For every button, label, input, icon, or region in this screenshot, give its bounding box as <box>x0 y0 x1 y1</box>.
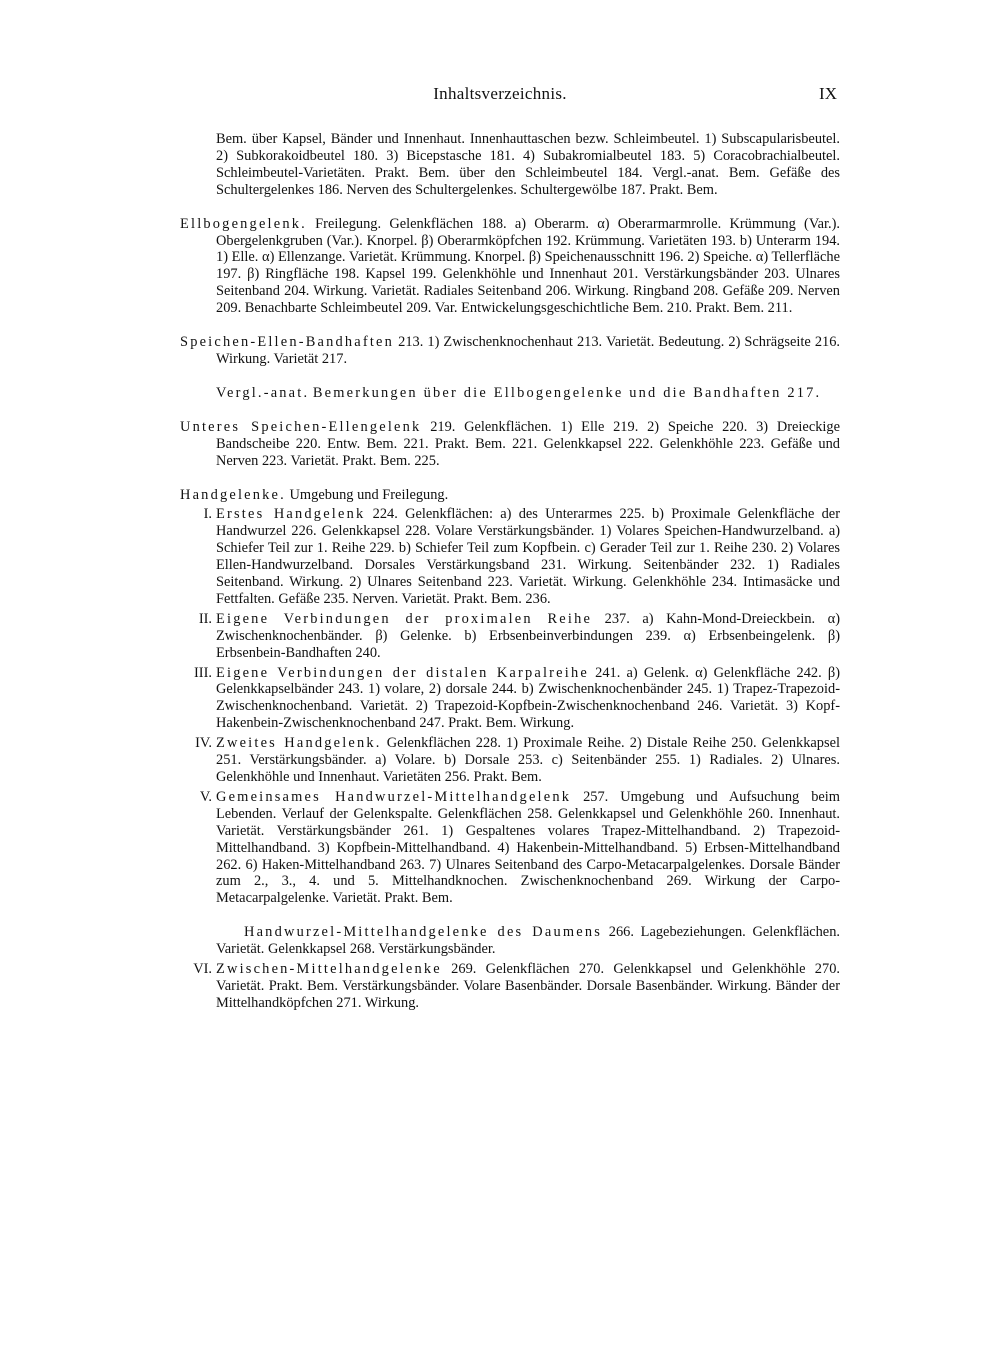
entry-heading: Vergl.-anat. <box>216 384 310 401</box>
section-heading: Zweites Handgelenk. <box>216 735 382 752</box>
entry-text: 219. Gelenkflächen. 1) Elle 219. 2) Speiche 220. 3) Dreieckige Bandscheibe 220. Entw. Bem. 221. Prakt. Bem. 221. Gelenkkapsel 222. Gelenkhöhle 223. Gefäße und Nerven 223. Varietät. Prakt. Bem. 225. <box>216 418 840 469</box>
page-number: IX <box>819 84 837 103</box>
section-number: IV. <box>195 735 212 752</box>
section-heading: Erstes Handgelenk <box>216 506 366 523</box>
entry-heading: Handgelenke. <box>180 486 286 503</box>
entry-text: Freilegung. Gelenkflächen 188. a) Oberarm. α) Oberarmarmrolle. Krümmung (Var.). Obergelenkgruben (Var.). Knorpel. β) Oberarmköpfchen 192. Krümmung. Varietäten 193. b) Unterarm 194. 1) Elle. α) Ellenzange. Varietät. Krümmung. Knorpel. β) Speichenausschnitt 196. 2) Speiche. α) Tellerfläche 197. β) Ringfläche 198. Kapsel 199. Gelenkhöhle und Innenhaut 201. Verstärkungsbänder 203. Ulnares Seitenband 204. Wirkung. Varietät. Radiales Seitenband 206. Wirkung. Ringband 208. Gefäße 209. Nerven 209. Benachbarte Schleimbeutel 209. Var. Entwickelungsgeschichtliche Bem. 210. Prakt. Bem. 211. <box>216 215 840 317</box>
entry-heading: Handwurzel-Mittelhandgelenke des Daumens <box>244 924 603 941</box>
section-number: II. <box>198 610 212 627</box>
section-number: V. <box>199 788 212 805</box>
section-text: Gelenkflächen 228. 1) Proximale Reihe. 2) Distale Reihe 250. Gelenkkapsel 251. Verstärkungsbänder. a) Volare. b) Dorsale 253. c) Seitenbänder 255. 1) Radiales. 2) Ulnares. Gelenkhöhle und Innenhaut. Varietäten 256. Prakt. Bem. <box>216 735 840 785</box>
page-title: Inhaltsverzeichnis. <box>433 84 567 103</box>
intro-paragraph: Bem. über Kapsel, Bänder und Innenhaut. Innenhauttaschen bezw. Schleimbeutel. 1) Subscapularisbeutel. 2) Subkorakoidbeutel 180. 3) Bicepstasche 181. 4) Subakromialbeutel 183. 5) Coracobrachialbeutel. Schleimbeutel-Varietäten. Prakt. Bem. über den Schleimbeutel 184. Vergl.-anat. Bem. Gefäße des Schultergelenkes 186. Nerven des Schultergelenkes. Schultergewölbe 187. Prakt. Bem. <box>216 131 840 198</box>
toc-section-2 <box>180 611 840 662</box>
section-heading: Eigene Verbindungen der distalen Karpalreihe <box>216 664 589 681</box>
section-text: 237. a) Kahn-Mond-Dreieckbein. α) Zwischenknochenbänder. β) Gelenke. b) Erbsenbeinverbindungen 239. α) Erbsenbeingelenk. β) Erbsenbein-Bandhaften 240. <box>216 610 840 661</box>
toc-entry-ellbogengelenk <box>180 216 840 317</box>
toc-section-5 <box>180 789 840 907</box>
section-heading: Zwischen-Mittelhandgelenke <box>216 961 442 978</box>
toc-entry-daumen <box>180 924 840 958</box>
toc-section-1 <box>180 506 840 607</box>
toc-content <box>180 131 840 1015</box>
toc-entry-unteres-speichen-ellengelenk <box>180 419 840 470</box>
section-heading: Eigene Verbindungen der proximalen Reihe <box>216 610 593 627</box>
toc-entry-vergl-anat <box>180 385 840 402</box>
page-header <box>0 84 1000 108</box>
toc-section-4 <box>180 735 840 786</box>
section-number: III. <box>194 664 212 681</box>
toc-entry-speichen-ellen-bandhaften <box>180 334 840 368</box>
section-text: 257. Umgebung und Aufsuchung beim Lebenden. Verlauf der Gelenkspalte. Gelenkflächen 258. Gelenkkapsel und Gelenkhöhle 260. Innenhaut. Varietät. Verstärkungsbänder 261. 1) Gespaltenes volares Trapez-Mittelhandband. 2) Trapezoid-Mittelhandband. 3) Kopfbein-Mittelhandband. 4) Hakenbein-Mittelhandband. 5) Erbsen-Mittelhandband 262. 6) Haken-Mittelhandband 263. 7) Ulnares Seitenband des Carpo-Metacarpalgelenkes. Dorsale Bänder zum 2., 3., 4. und 5. Mittelhandknochen. Zwischenknochenband 269. Wirkung der Carpo-Metacarpalgelenke. Varietät. Prakt. Bem. <box>216 788 840 907</box>
section-text: 269. Gelenkflächen 270. Gelenkkapsel und Gelenkhöhle 270. Varietät. Prakt. Bem. Verstärkungsbänder. Volare Basenbänder. Dorsale Basenbänder. Wirkung. Bänder der Mittelhandköpfchen 271. Wirkung. <box>216 961 840 1011</box>
section-heading: Gemeinsames Handwurzel-Mittelhandgelenk <box>216 788 572 805</box>
toc-section-6 <box>180 961 840 1012</box>
entry-text: Umgebung und Freilegung. <box>289 486 449 503</box>
section-text: 224. Gelenkflächen: a) des Unterarmes 225. b) Proximale Gelenkfläche der Handwurzel 226. Gelenkkapsel 228. Volare Verstärkungsbänder. 1) Volares Speichen-Handwurzelband. a) Schiefer Teil zur 1. Reihe 229. b) Schiefer Teil zum Kopfbein. c) Gerader Teil zur 1. Reihe 230. 2) Volares Ellen-Handwurzelband. Dorsales Verstärkungsband 231. Wirkung. Seitenbänder 232. 1) Radiales Seitenband. Wirkung. 2) Ulnares Seitenband 223. Varietät. Wirkung. Gelenkhöhle 234. Intimasäcke und Fettfalten. Gefäße 235. Nerven. Varietät. Prakt. Bem. 236. <box>216 506 840 607</box>
toc-section-3 <box>180 665 840 733</box>
entry-text: 213. 1) Zwischenknochenhaut 213. Varietät. Bedeutung. 2) Schrägseite 216. Wirkung. Varietät 217. <box>216 334 841 367</box>
entry-heading: Speichen-Ellen-Bandhaften <box>180 334 395 351</box>
entry-heading: Ellbogengelenk. <box>180 215 307 232</box>
toc-entry-handgelenke <box>180 487 840 504</box>
entry-text: Bemerkungen über die Ellbogengelenke und die Bandhaften 217. <box>312 384 822 401</box>
entry-heading: Unteres Speichen-Ellengelenk <box>180 418 422 435</box>
section-text: 241. a) Gelenk. α) Gelenkfläche 242. β) Gelenkkapselbänder 243. 1) volare, 2) dorsale 244. b) Zwischenknochenbänder 245. 1) Trapez-Trapezoid-Zwischenknochenband. Varietät. 2) Trapezoid-Kopfbein-Zwischenknochenband 246. Varietät. 3) Kopf-Hakenbein-Zwischenknochenband 247. Prakt. Bem. Wirkung. <box>216 664 840 732</box>
section-number: I. <box>203 506 212 523</box>
section-number: VI. <box>193 961 212 978</box>
entry-text: 266. Lagebeziehungen. Gelenkflächen. Varietät. Gelenkkapsel 268. Verstärkungsbänder. <box>216 924 840 958</box>
